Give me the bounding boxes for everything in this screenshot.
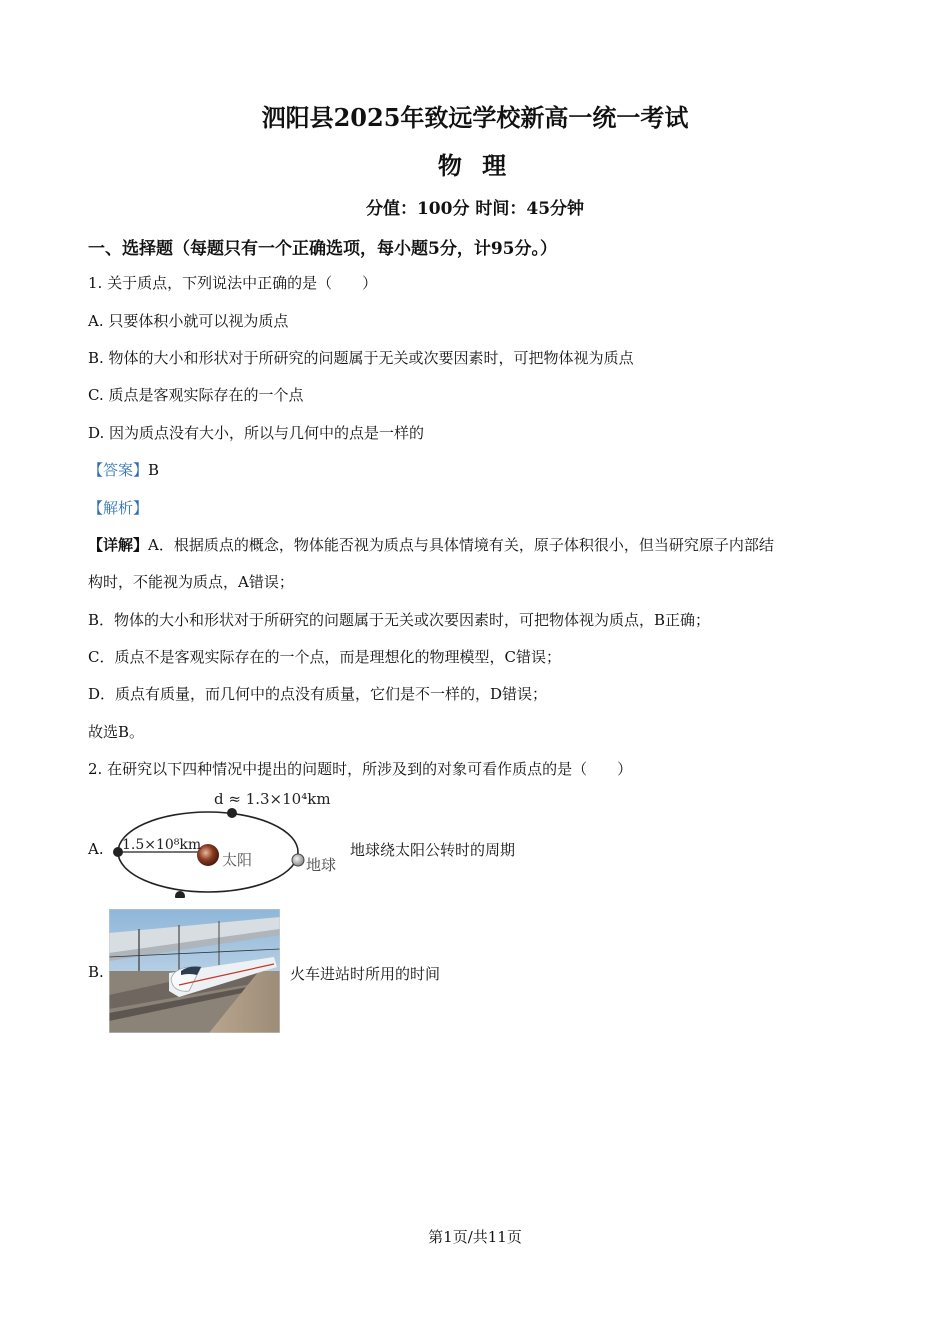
q1-answer: [88, 459, 159, 480]
q1-stem: 1. 关于质点，下列说法中正确的是（ ）: [88, 274, 378, 292]
page-footer: 第1页/共11页: [428, 1228, 522, 1246]
subject-title: 物 理: [437, 151, 513, 180]
detail-line-6: 故选B。: [88, 723, 145, 741]
orbit-point-top: [227, 808, 237, 818]
distance-d-label: d ≈ 1.3×10⁴km: [214, 790, 331, 808]
radius-label: 1.5×10⁸km: [122, 837, 202, 853]
q1-option-a: A. 只要体积小就可以视为质点: [88, 312, 289, 330]
orbit-point-bottom: [175, 891, 185, 898]
earth-label: 地球: [306, 856, 337, 874]
analysis-tag: 【解析】: [88, 499, 149, 517]
answer-tag: 【答案】: [88, 461, 149, 479]
answer-value: B: [148, 461, 160, 479]
detail-line-4: C．质点不是客观实际存在的一个点，而是理想化的物理模型，C错误；: [88, 648, 561, 666]
detail-line-5: D．质点有质量，而几何中的点没有质量，它们是不一样的，D错误；: [88, 685, 548, 703]
detail-tag: 【详解】: [88, 536, 149, 554]
detail-text-1: A．根据质点的概念，物体能否视为质点与具体情境有关，原子体积很小，但当研究原子内部结: [148, 536, 774, 554]
q2-stem: 2. 在研究以下四种情况中提出的问题时，所涉及到的对象可看作质点的是（ ）: [88, 760, 633, 778]
detail-line-3: B．物体的大小和形状对于所研究的问题属于无关或次要因素时，可把物体视为质点，B正确；: [88, 611, 711, 629]
q2-option-a-text: 地球绕太阳公转时的周期: [350, 841, 516, 859]
exam-meta: 分值：100分 时间：45分钟: [365, 199, 585, 219]
q1-option-c: C. 质点是客观实际存在的一个点: [88, 386, 304, 404]
sun-label: 太阳: [222, 851, 253, 869]
detail-line-2: 构时，不能视为质点，A错误；: [88, 573, 294, 591]
q1-option-d: D. 因为质点没有大小，所以与几何中的点是一样的: [88, 424, 425, 442]
detail-line-1: [88, 534, 774, 555]
q2-option-a-label: A.: [88, 840, 104, 858]
train-photo: [109, 909, 280, 1033]
orbit-diagram: [104, 786, 348, 898]
q2-option-b-label: B.: [88, 963, 104, 981]
q1-option-b: B. 物体的大小和形状对于所研究的问题属于无关或次要因素时，可把物体视为质点: [88, 349, 634, 367]
earth-icon: [292, 854, 304, 866]
exam-title: 泗阳县2025年致远学校新高一统一考试: [261, 103, 689, 132]
q2-option-b-text: 火车进站时所用的时间: [290, 965, 441, 983]
section-heading: 一、选择题（每题只有一个正确选项，每小题5分，计95分。）: [88, 239, 557, 259]
